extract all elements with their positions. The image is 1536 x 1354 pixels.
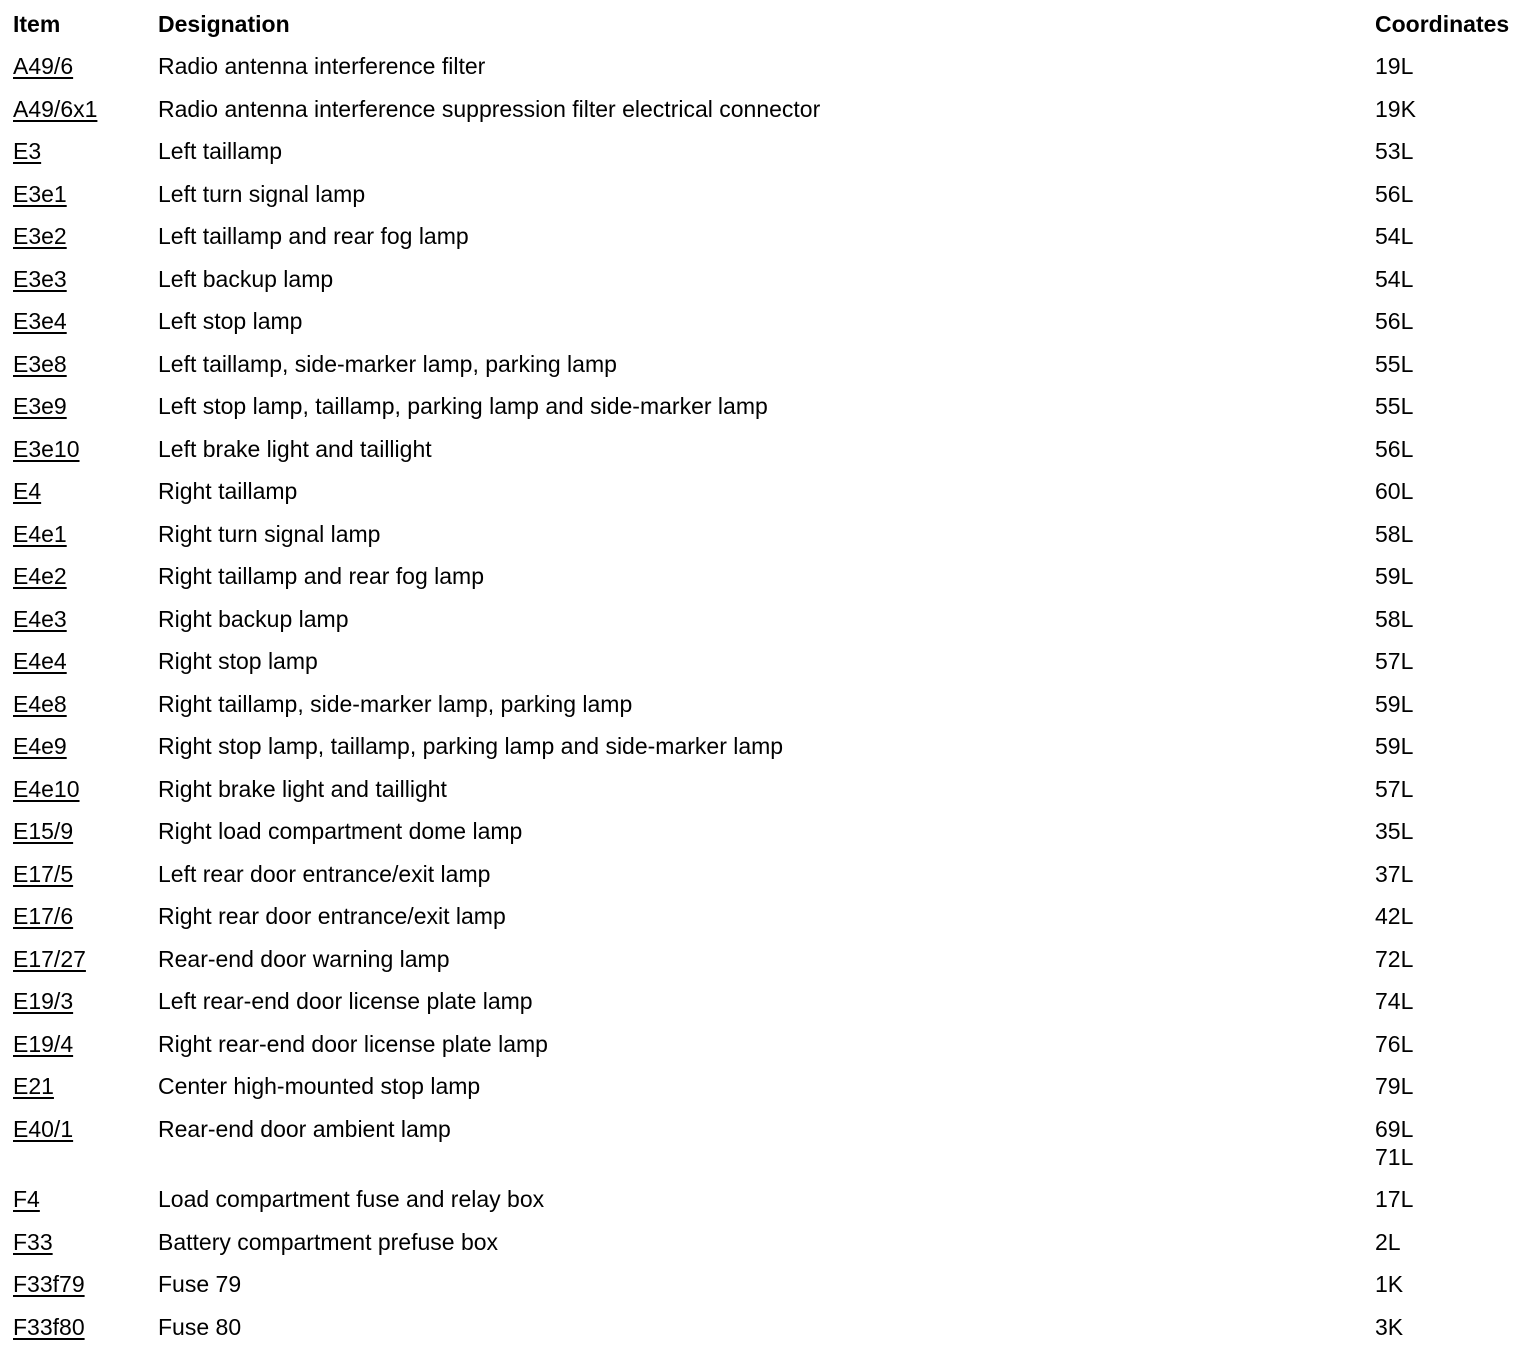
table-row — [0, 300, 1536, 343]
item-link[interactable]: E17/27 — [13, 945, 86, 972]
table-row — [0, 258, 1536, 301]
designation-text: Left taillamp — [158, 138, 283, 164]
coordinates-cell — [1375, 775, 1413, 803]
table-row — [0, 640, 1536, 683]
designation-text: Right taillamp, side-marker lamp, parking lamp — [158, 690, 633, 717]
table-row — [0, 385, 1536, 428]
item-link[interactable]: F33f79 — [13, 1271, 85, 1297]
designation-text: Right stop lamp — [158, 648, 318, 674]
coordinate-value: 60L — [1375, 478, 1414, 504]
designation-text: Right taillamp — [158, 478, 298, 504]
designation-text: Rear-end door ambient lamp — [158, 1115, 451, 1142]
table-row — [0, 343, 1536, 386]
coordinates-cell — [1375, 222, 1413, 250]
item-link[interactable]: F33f80 — [13, 1313, 85, 1340]
coordinate-value: 58L — [1375, 520, 1414, 547]
coordinate-value: 55L — [1375, 350, 1414, 377]
coordinate-value: 55L — [1375, 393, 1414, 419]
table-row — [0, 470, 1536, 513]
item-link[interactable]: E19/4 — [13, 1030, 74, 1057]
coordinates-cell — [1375, 647, 1413, 675]
coordinates-cell — [1375, 137, 1413, 165]
designation-text: Left rear-end door license plate lamp — [158, 988, 533, 1014]
table-row — [0, 428, 1536, 471]
coordinates-cell — [1375, 1072, 1413, 1100]
table-row — [0, 1221, 1536, 1264]
header-designation: Designation — [158, 11, 290, 37]
item-link[interactable]: E4e9 — [13, 733, 67, 759]
designation-text: Left stop lamp, taillamp, parking lamp and side-marker lamp — [158, 393, 768, 419]
designation-text: Radio antenna interference filter — [158, 53, 486, 79]
designation-text: Right taillamp and rear fog lamp — [158, 563, 484, 589]
designation-text: Battery compartment prefuse box — [158, 1228, 499, 1255]
coordinate-value: 72L — [1375, 945, 1414, 972]
coordinate-value: 54L — [1375, 223, 1414, 249]
table-row — [0, 725, 1536, 768]
coordinates-cell — [1375, 1228, 1401, 1256]
item-link[interactable]: E3e2 — [13, 223, 67, 249]
coordinate-value: 58L — [1375, 605, 1414, 632]
coordinate-value: 57L — [1375, 648, 1414, 674]
coordinate-value: 54L — [1375, 265, 1414, 292]
item-link[interactable]: E21 — [13, 1073, 54, 1099]
coordinates-cell — [1375, 1115, 1413, 1171]
item-link[interactable]: E3e9 — [13, 393, 67, 419]
table-header — [0, 0, 1536, 45]
item-link[interactable]: F4 — [13, 1186, 40, 1212]
item-link[interactable]: E4e2 — [13, 563, 67, 589]
coordinates-cell — [1375, 902, 1413, 930]
designation-text: Left backup lamp — [158, 265, 334, 292]
coordinates-cell — [1375, 1270, 1403, 1298]
table-row — [0, 88, 1536, 131]
designation-text: Right stop lamp, taillamp, parking lamp and side-marker lamp — [158, 733, 784, 759]
item-link[interactable]: A49/6x1 — [13, 95, 98, 122]
item-link[interactable]: E40/1 — [13, 1115, 74, 1142]
designation-text: Fuse 80 — [158, 1313, 242, 1340]
coordinates-cell — [1375, 392, 1413, 420]
coordinates-cell — [1375, 1313, 1403, 1341]
table-body — [0, 45, 1536, 1348]
coordinates-cell — [1375, 817, 1413, 845]
coordinates-cell — [1375, 52, 1413, 80]
coordinate-value: 37L — [1375, 860, 1414, 887]
table-row — [0, 513, 1536, 556]
table-row — [0, 598, 1536, 641]
designation-text: Fuse 79 — [158, 1271, 242, 1297]
coordinate-value: 56L — [1375, 435, 1414, 462]
designation-text: Center high-mounted stop lamp — [158, 1073, 481, 1099]
coordinate-value: 53L — [1375, 138, 1414, 164]
table-row — [0, 683, 1536, 726]
table-row — [0, 1306, 1536, 1349]
coordinates-cell — [1375, 690, 1413, 718]
coordinate-value: 71L — [1375, 1143, 1414, 1170]
coordinate-value: 59L — [1375, 690, 1414, 717]
designation-text: Left taillamp and rear fog lamp — [158, 223, 469, 249]
coordinates-cell — [1375, 350, 1413, 378]
table-row — [0, 895, 1536, 938]
coordinate-value: 76L — [1375, 1030, 1414, 1057]
item-link[interactable]: E17/5 — [13, 860, 74, 887]
coordinate-value: 35L — [1375, 818, 1414, 844]
table-row — [0, 1108, 1536, 1179]
item-link[interactable]: E4e8 — [13, 690, 67, 717]
coordinate-value: 1K — [1375, 1271, 1404, 1297]
coordinates-cell — [1375, 562, 1413, 590]
coordinates-cell — [1375, 860, 1413, 888]
table-row — [0, 1065, 1536, 1108]
coordinates-cell — [1375, 265, 1413, 293]
designation-text: Right brake light and taillight — [158, 775, 447, 802]
header-coordinates: Coordinates — [1375, 11, 1510, 37]
item-link[interactable]: E3e8 — [13, 350, 67, 377]
coordinates-cell — [1375, 520, 1413, 548]
item-link[interactable]: E17/6 — [13, 903, 74, 929]
table-row — [0, 1178, 1536, 1221]
item-link[interactable]: E4e3 — [13, 605, 67, 632]
table-row — [0, 173, 1536, 216]
coordinates-cell — [1375, 605, 1413, 633]
coordinate-value: 59L — [1375, 733, 1414, 759]
designation-text: Right turn signal lamp — [158, 520, 381, 547]
designation-text: Right backup lamp — [158, 605, 349, 632]
item-link[interactable]: E3e10 — [13, 435, 80, 462]
designation-text: Left brake light and taillight — [158, 435, 432, 462]
table-row — [0, 1023, 1536, 1066]
coordinate-value: 69L — [1375, 1115, 1414, 1142]
table-row — [0, 45, 1536, 88]
table-row — [0, 1263, 1536, 1306]
item-link[interactable]: E4 — [13, 478, 42, 504]
item-link[interactable]: E3e4 — [13, 308, 67, 334]
coordinate-value: 19L — [1375, 53, 1414, 79]
designation-text: Left turn signal lamp — [158, 180, 366, 207]
coordinates-cell — [1375, 307, 1413, 335]
designation-text: Radio antenna interference suppression filter electrical connector — [158, 95, 821, 122]
item-link[interactable]: E3e1 — [13, 180, 67, 207]
table-row — [0, 853, 1536, 896]
coordinates-cell — [1375, 732, 1413, 760]
coordinate-value: 56L — [1375, 308, 1414, 334]
coordinates-cell — [1375, 435, 1413, 463]
designation-text: Left taillamp, side-marker lamp, parking lamp — [158, 350, 617, 377]
coordinate-value: 74L — [1375, 988, 1414, 1014]
coordinate-value: 19K — [1375, 95, 1416, 122]
designation-text: Right rear-end door license plate lamp — [158, 1030, 548, 1057]
item-link[interactable]: A49/6 — [13, 53, 74, 79]
designation-text: Rear-end door warning lamp — [158, 945, 450, 972]
coordinate-value: 79L — [1375, 1073, 1414, 1099]
coordinate-value: 42L — [1375, 903, 1414, 929]
designation-text: Left stop lamp — [158, 308, 303, 334]
table-row — [0, 938, 1536, 981]
table-row — [0, 768, 1536, 811]
item-link[interactable]: E4e1 — [13, 520, 67, 547]
coordinates-cell — [1375, 945, 1413, 973]
coordinate-value: 3K — [1375, 1313, 1404, 1340]
designation-text: Right load compartment dome lamp — [158, 818, 523, 844]
item-link[interactable]: E3e3 — [13, 265, 67, 292]
coordinates-cell — [1375, 180, 1413, 208]
table-row — [0, 980, 1536, 1023]
table-row — [0, 810, 1536, 853]
coordinates-cell — [1375, 95, 1416, 123]
coordinates-cell — [1375, 477, 1413, 505]
item-link[interactable]: F33 — [13, 1228, 53, 1255]
coordinates-cell — [1375, 1185, 1413, 1213]
coordinate-value: 59L — [1375, 563, 1414, 589]
designation-text: Right rear door entrance/exit lamp — [158, 903, 506, 929]
item-link[interactable]: E3 — [13, 138, 42, 164]
item-link[interactable]: E15/9 — [13, 818, 74, 844]
coordinates-cell — [1375, 1030, 1413, 1058]
item-link[interactable]: E4e4 — [13, 648, 67, 674]
header-item: Item — [13, 11, 61, 37]
table-row — [0, 555, 1536, 598]
coordinate-value: 56L — [1375, 180, 1414, 207]
coordinate-value: 57L — [1375, 775, 1414, 802]
coordinate-value: 2L — [1375, 1228, 1401, 1255]
coordinate-value: 17L — [1375, 1186, 1414, 1212]
coordinates-cell — [1375, 987, 1413, 1015]
item-link[interactable]: E19/3 — [13, 988, 74, 1014]
item-link[interactable]: E4e10 — [13, 775, 80, 802]
designation-text: Load compartment fuse and relay box — [158, 1186, 545, 1212]
designation-text: Left rear door entrance/exit lamp — [158, 860, 491, 887]
table-row — [0, 215, 1536, 258]
table-row — [0, 130, 1536, 173]
